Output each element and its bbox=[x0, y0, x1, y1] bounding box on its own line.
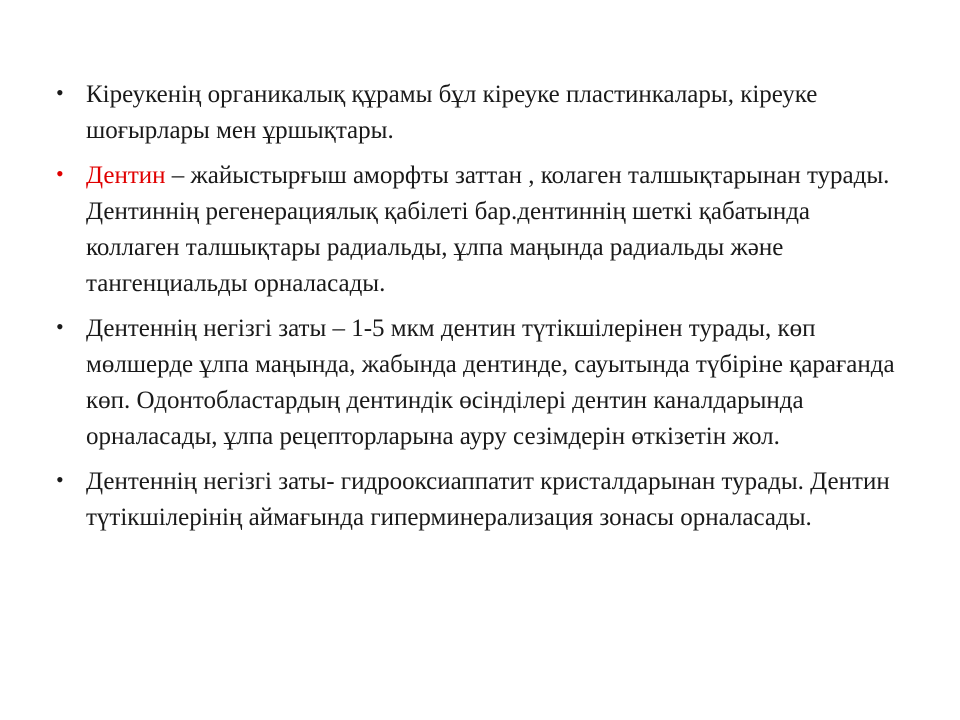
bullet-item-hydroxyapatite bbox=[56, 464, 906, 536]
bullet-dot-icon: • bbox=[56, 467, 64, 492]
bullet-text: Дентеннің негізгі заты- гидрооксиаппатит кристалдарынан турады. Дентин түтікшілерінің аймағында гиперминерализация зонасы орналасады. bbox=[86, 468, 890, 531]
bullet-dot-icon: • bbox=[56, 161, 64, 186]
bullet-item-organic-composition bbox=[56, 77, 906, 149]
highlighted-term: Дентин bbox=[86, 162, 166, 189]
bullet-item-dentin bbox=[56, 158, 906, 302]
bullet-item-dentin-matrix bbox=[56, 311, 906, 455]
bullet-dot-icon: • bbox=[56, 80, 64, 105]
bullet-dot-icon: • bbox=[56, 314, 64, 339]
bullet-list bbox=[56, 77, 906, 545]
bullet-text: Кіреукенің органикалық құрамы бұл кіреуке пластинкалары, кіреуке шоғырлары мен ұршықтары. bbox=[86, 81, 818, 144]
bullet-text: – жайыстырғыш аморфты заттан , колаген талшықтарынан турады. Дентиннің регенерациялық қабілеті бар.дентиннің шеткі қабатында коллаген талшықтары радиальды, ұлпа маңында радиальды және тангенциальды орналасады. bbox=[86, 162, 890, 297]
bullet-text: Дентеннің негізгі заты – 1-5 мкм дентин түтікшілерінен турады, көп мөлшерде ұлпа маңында, жабында дентинде, сауытында түбіріне қарағанда көп. Одонтобластардың дентиндік өсінділері дентин каналдарында орналасады, ұлпа рецепторларына ауру сезімдерін өткізетін жол. bbox=[86, 315, 895, 450]
